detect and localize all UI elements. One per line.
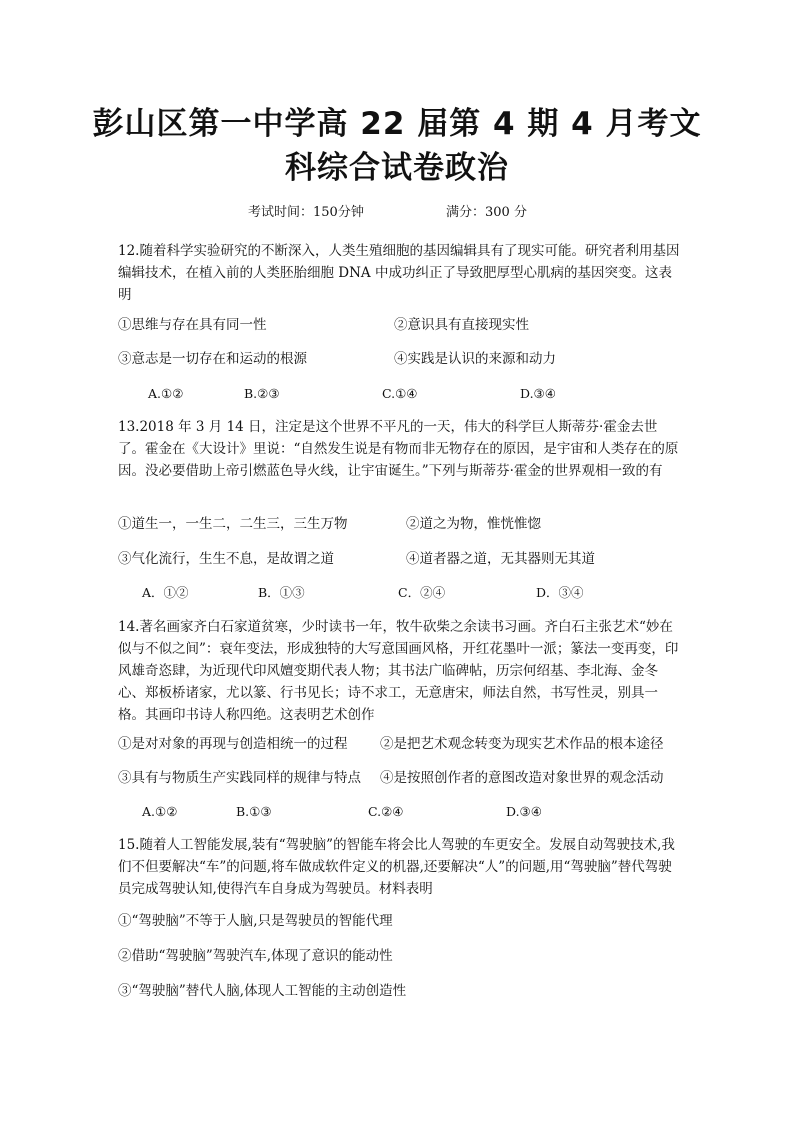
question-12-answer-a: A.①② bbox=[148, 386, 184, 401]
question-14-answer-d: D.③④ bbox=[506, 804, 542, 819]
question-13-option-2: ②道之为物，惟恍惟惚 bbox=[406, 516, 541, 532]
question-14-option-3: ③具有与物质生产实践同样的规律与特点 bbox=[118, 770, 361, 786]
question-13-answer-b: B．①③ bbox=[258, 585, 305, 600]
question-12-option-4: ④实践是认识的来源和动力 bbox=[394, 351, 556, 367]
exam-score: 满分：300 分 bbox=[446, 205, 527, 220]
question-14-stem: 14.著名画家齐白石家道贫寒，少时读书一年，牧牛砍柴之余读书习画。齐白石主张艺术“妙在似与不似之间”：衰年变法，形成独特的大写意国画风格，开红花墨叶一派；篆法一变再变，印风雄奇恣肆，为近现代印风嬗变期代表人物；其书法广临碑帖，历宗何绍基、李北海、金冬心、郑板桥诸家，尤以篆、行书见长；诗不求工，无意唐宋，师法自然，书写性灵，别具一格。其画印书诗人称四绝。这表明艺术创作 bbox=[118, 619, 679, 723]
question-14-answer-a: A.①② bbox=[142, 804, 178, 819]
question-12-answer-c: C.①④ bbox=[382, 386, 418, 401]
question-12-option-2: ②意识具有直接现实性 bbox=[394, 317, 529, 333]
exam-title-line-1: 彭山区第一中学高 22 届第 4 期 4 月考文 bbox=[92, 106, 702, 142]
question-12-answer-d: D.③④ bbox=[520, 386, 556, 401]
exam-time: 考试时间：150分钟 bbox=[248, 205, 364, 220]
question-13-stem: 13.2018 年 3 月 14 日，注定是这个世界不平凡的一天，伟大的科学巨人斯蒂芬·霍金去世了。霍金在《大设计》里说：“自然发生说是有物而非无物存在的原因，是宇宙和人类存在的原因。没必要借助上帝引燃蓝色导火线，让宇宙诞生。”下列与斯蒂芬·霍金的世界观相一致的有 bbox=[118, 419, 679, 479]
question-12-option-3: ③意志是一切存在和运动的根源 bbox=[118, 351, 307, 367]
question-15-option-3: ③“驾驶脑”替代人脑,体现人工智能的主动创造性 bbox=[118, 983, 407, 999]
question-14-option-2: ②是把艺术观念转变为现实艺术作品的根本途径 bbox=[380, 736, 664, 752]
question-13-answer-d: D．③④ bbox=[536, 585, 584, 600]
question-14-answer-b: B.①③ bbox=[236, 804, 272, 819]
question-15-stem: 15.随着人工智能发展,装有“驾驶脑”的智能车将会比人驾驶的车更安全。发展自动驾驶技术,我们不但要解决“车”的问题,将车做成软件定义的机器,还要解决“人”的问题,用“驾驶脑”替代驾驶员完成驾驶认知,使得汽车自身成为驾驶员。材料表明 bbox=[118, 837, 675, 897]
question-12-option-1: ①思维与存在具有同一性 bbox=[118, 317, 267, 333]
question-14-option-4: ④是按照创作者的意图改造对象世界的观念活动 bbox=[380, 770, 664, 786]
question-15-option-2: ②借助“驾驶脑”驾驶汽车,体现了意识的能动性 bbox=[118, 948, 393, 964]
question-13-answer-c: C．②④ bbox=[398, 585, 446, 600]
question-13-answer-a: A．①② bbox=[142, 585, 189, 600]
question-13-option-1: ①道生一，一生二，二生三，三生万物 bbox=[118, 516, 348, 532]
question-13-option-4: ④道者器之道，无其器则无其道 bbox=[406, 551, 595, 567]
exam-title-line-2: 科综合试卷政治 bbox=[285, 150, 509, 186]
question-12-answer-b: B.②③ bbox=[244, 386, 280, 401]
question-12-stem: 12.随着科学实验研究的不断深入，人类生殖细胞的基因编辑具有了现实可能。研究者利用基因编辑技术，在植入前的人类胚胎细胞 DNA 中成功纠正了导致肥厚型心肌病的基因突变。这表明 bbox=[118, 243, 680, 303]
question-13-option-3: ③气化流行，生生不息，是故谓之道 bbox=[118, 551, 334, 567]
question-14-answer-c: C.②④ bbox=[368, 804, 404, 819]
question-14-option-1: ①是对对象的再现与创造相统一的过程 bbox=[118, 736, 348, 752]
question-15-option-1: ①“驾驶脑”不等于人脑,只是驾驶员的智能代理 bbox=[118, 913, 393, 929]
